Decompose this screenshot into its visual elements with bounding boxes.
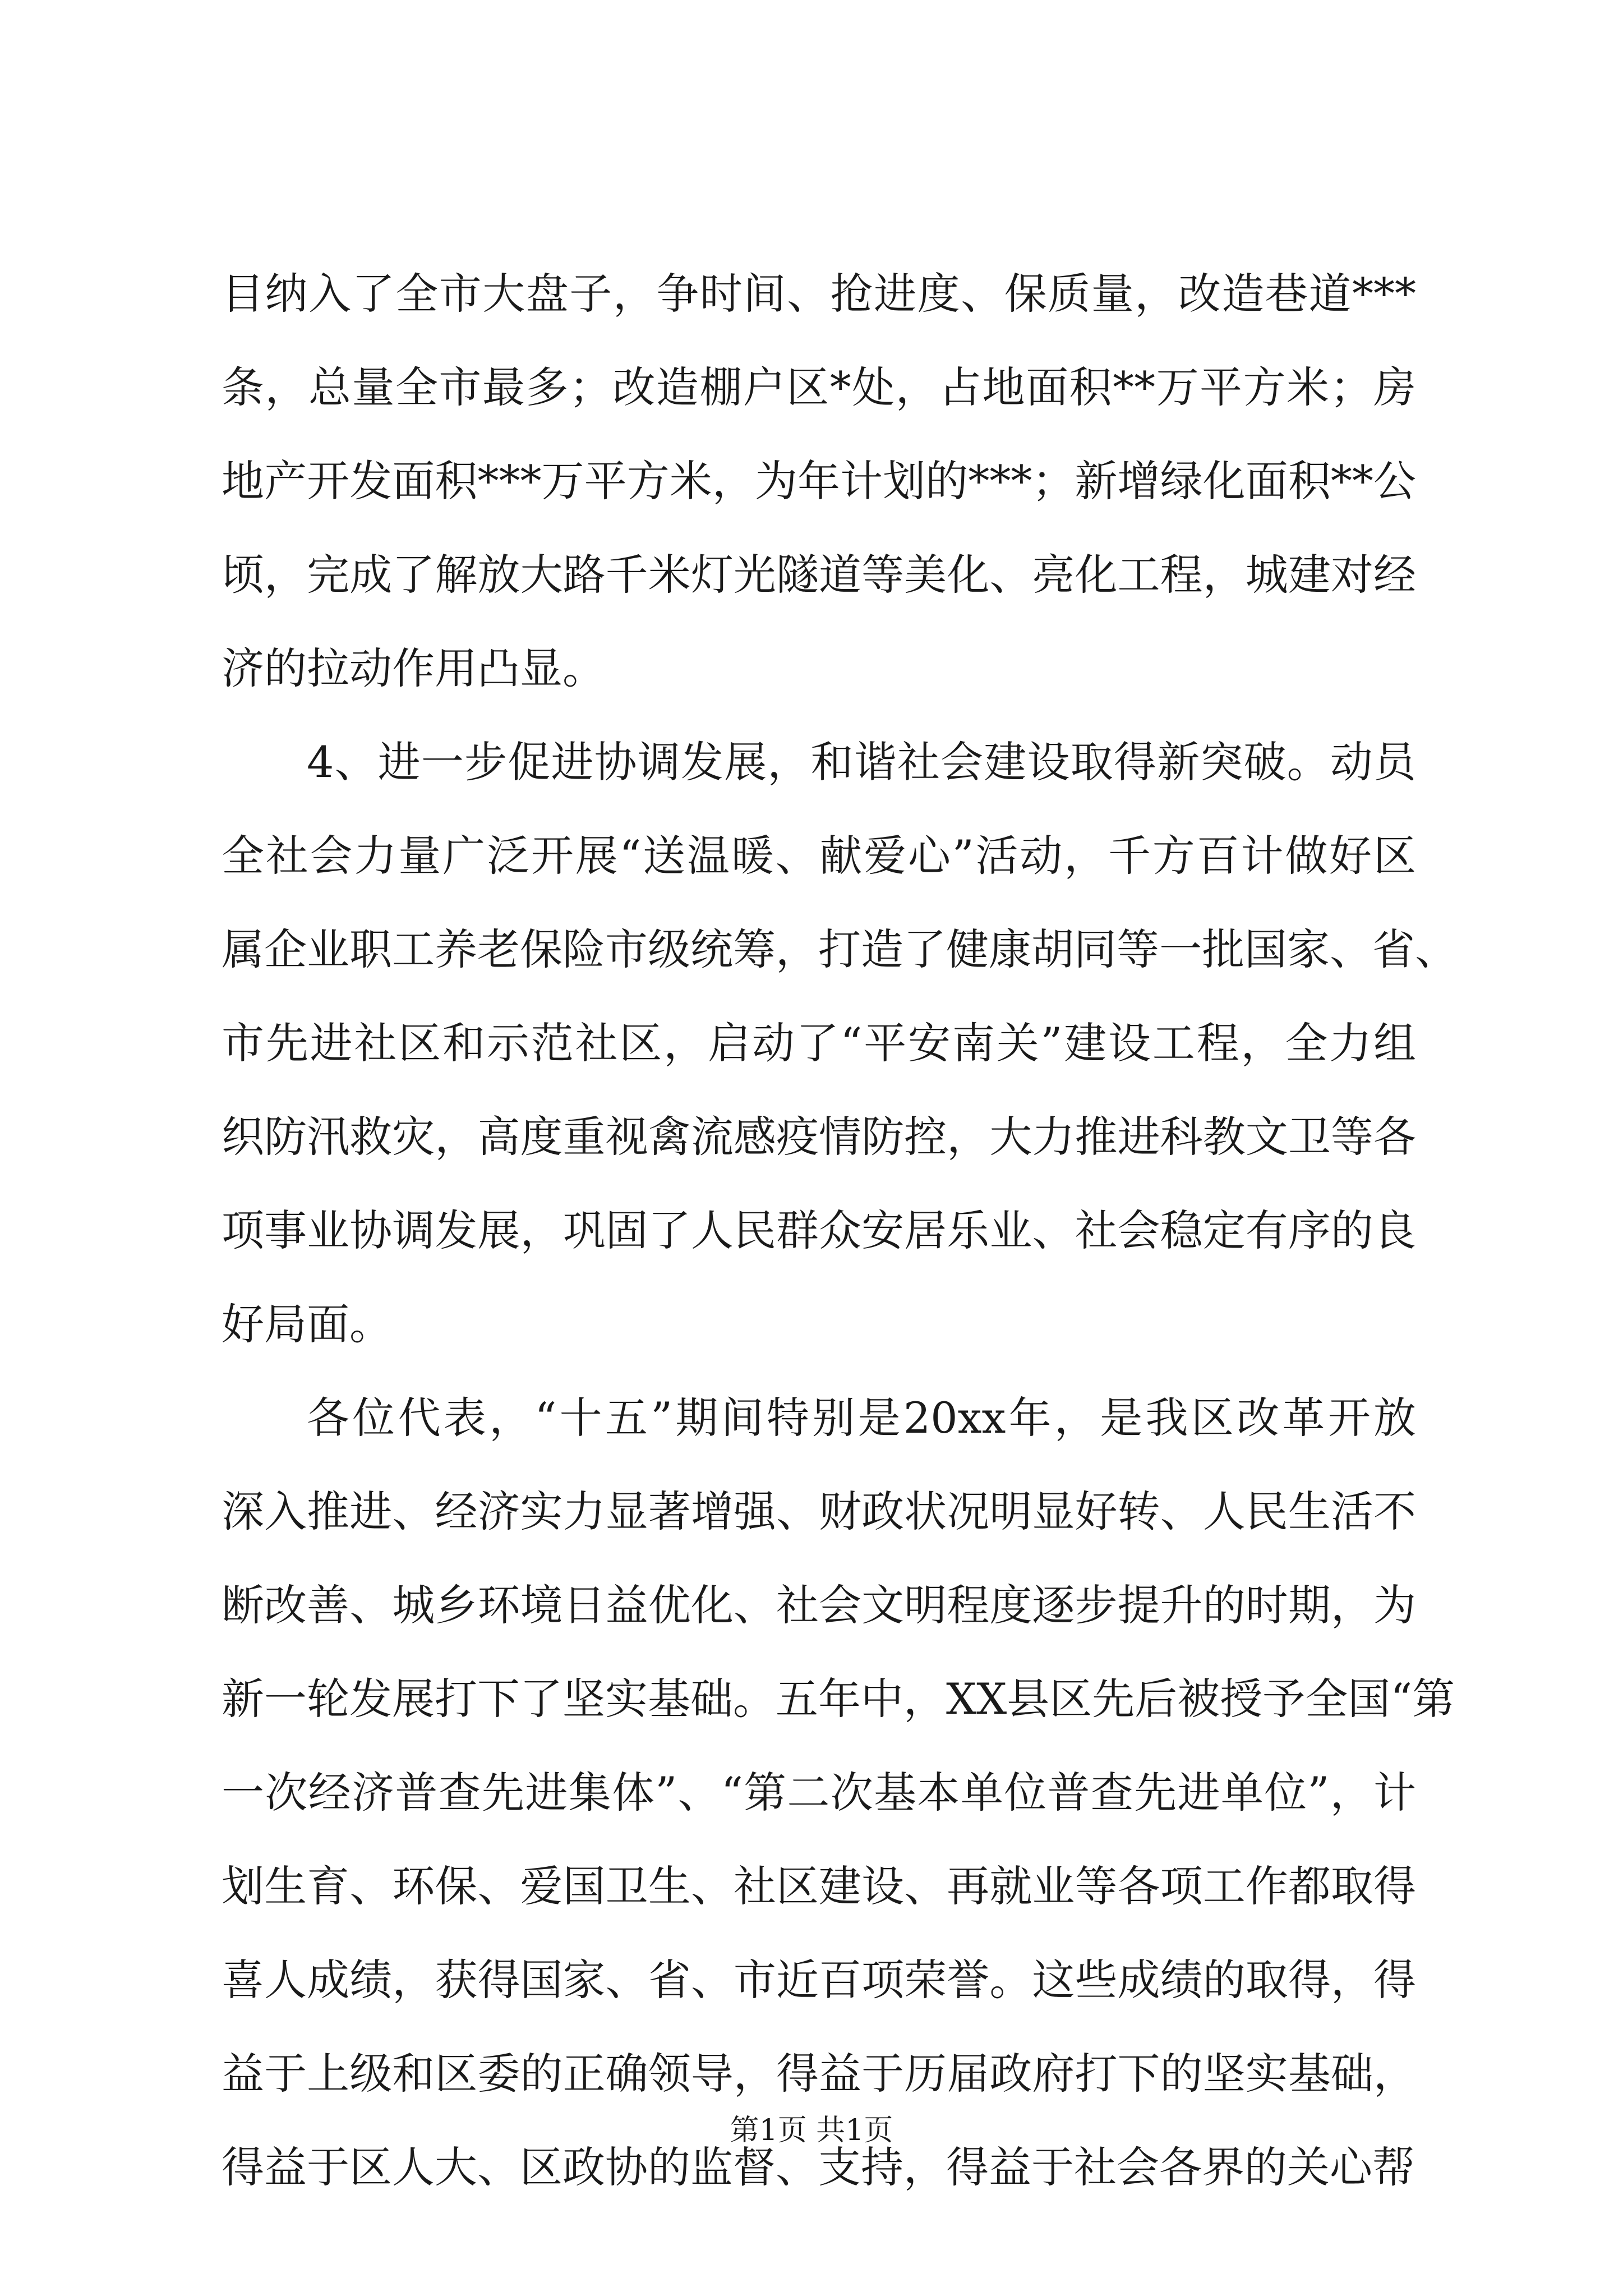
text-line: 条，总量全市最多；改造棚户区*处，占地面积**万平方米；房 [222,362,1416,412]
paragraph [222,247,1416,715]
text-line: 济的拉动作用凸显。 [222,643,605,693]
text-line: 地产开发面积***万平方米，为年计划的***；新增绿化面积**公 [222,456,1416,506]
text-line: 好局面。 [222,1299,392,1349]
text-line: 喜人成绩，获得国家、省、市近百项荣誉。这些成绩的取得，得 [222,1955,1416,2005]
paragraph [222,1371,1455,2214]
document-body [222,247,1458,2214]
text-line: 划生育、环保、爱国卫生、社区建设、再就业等各项工作都取得 [222,1861,1416,1911]
text-line: 益于上级和区委的正确领导，得益于历届政府打下的坚实基础， [222,2049,1416,2099]
text-line: 全社会力量广泛开展“送温暖、献爱心”活动，千方百计做好区 [222,831,1416,881]
text-line: 新一轮发展打下了坚实基础。五年中，XX县区先后被授予全国“第 [222,1674,1455,1724]
text-line: 断改善、城乡环境日益优化、社会文明程度逐步提升的时期，为 [222,1580,1416,1630]
text-line: 深入推进、经济实力显著增强、财政状况明显好转、人民生活不 [222,1487,1416,1536]
text-line: 各位代表，“十五”期间特别是20xx年，是我区改革开放 [307,1393,1416,1443]
text-line: 属企业职工养老保险市级统筹，打造了健康胡同等一批国家、省、 [222,924,1458,974]
text-line: 一次经济普查先进集体”、“第二次基本单位普查先进单位”，计 [222,1768,1416,1818]
text-line: 项事业协调发展，巩固了人民群众安居乐业、社会稳定有序的良 [222,1205,1416,1255]
text-line: 顷，完成了解放大路千米灯光隧道等美化、亮化工程，城建对经 [222,550,1416,600]
text-line: 得益于区人大、区政协的监督、支持，得益于社会各界的关心帮 [222,2142,1415,2192]
text-line: 市先进社区和示范社区，启动了“平安南关”建设工程，全力组 [222,1018,1416,1068]
text-line: 4、进一步促进协调发展，和谐社会建设取得新突破。动员 [307,737,1416,787]
text-line: 目纳入了全市大盘子，争时间、抢进度、保质量，改造巷道*** [222,269,1416,319]
paragraph [222,715,1458,1371]
page-footer: 第1页 共1页 [730,2114,893,2147]
text-line: 织防汛救灾，高度重视禽流感疫情防控，大力推进科教文卫等各 [222,1112,1416,1162]
